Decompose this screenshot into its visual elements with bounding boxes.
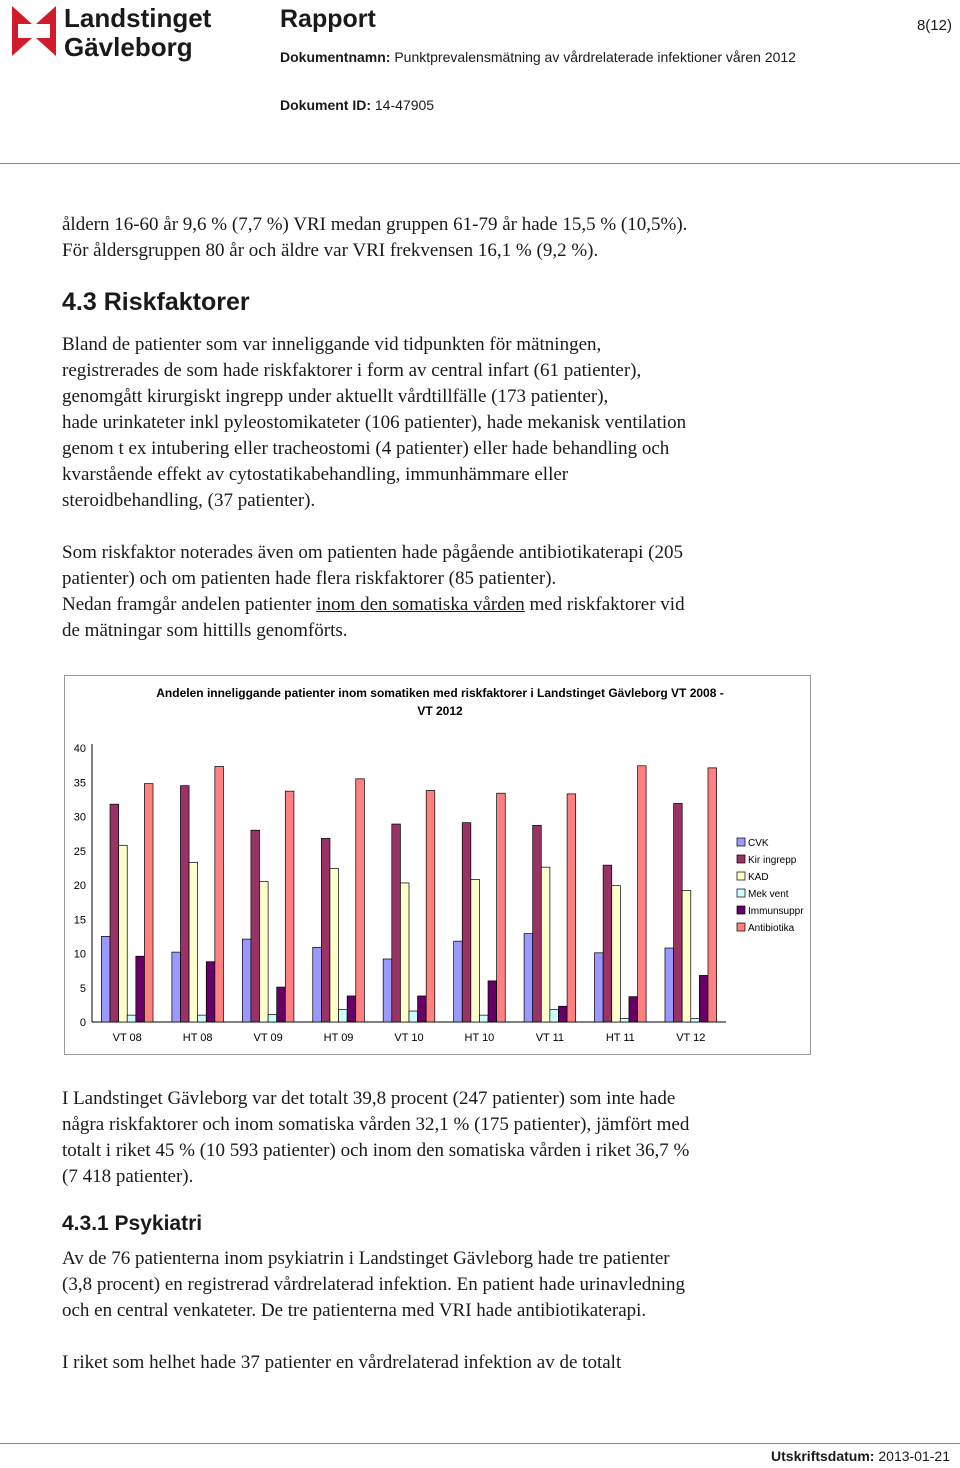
- x-tick-label: VT 11: [535, 1032, 565, 1044]
- y-tick-label: 40: [73, 743, 86, 755]
- paragraph-line: hade urinkateter inkl pyleostomikateter (106 patienter), hade mekanisk ventilation: [62, 412, 687, 433]
- chart-title: Andelen inneliggande patienter inom somatiken med riskfaktorer i Landstinget Gävleborg VT 2008 - VT 2012: [156, 686, 724, 718]
- legend-label: Immunsuppr: [748, 906, 804, 917]
- summary-paragraph: [62, 1086, 862, 1190]
- paragraph-line: Av de 76 patienterna inom psykiatrin i Landstinget Gävleborg hade tre patienter: [62, 1248, 670, 1269]
- intro-line: åldern 16-60 år 9,6 % (7,7 %) VRI medan gruppen 61-79 år hade 15,5 % (10,5%).: [62, 214, 688, 235]
- paragraph-line: genomgått kirurgiskt ingrepp under aktuellt vårdtillfälle (173 patienter),: [62, 386, 609, 407]
- paragraph-line: totalt i riket 45 % (10 593 patienter) och inom den somatiska vården i riket 36,7 %: [62, 1140, 690, 1161]
- legend-label: KAD: [748, 872, 769, 883]
- paragraph-line: kvarstående effekt av cytostatikabehandling, immunhämmare eller: [62, 464, 569, 485]
- doc-id-label: Dokument ID:: [280, 97, 371, 113]
- paragraph-line: I riket som helhet hade 37 patienter en vårdrelaterad infektion av de totalt: [62, 1352, 622, 1373]
- header-divider: [0, 163, 960, 164]
- riskfaktorer-paragraph-2: [62, 540, 862, 644]
- legend-label: CVK: [748, 838, 769, 849]
- print-date-label: Utskriftsdatum:: [771, 1448, 875, 1464]
- paragraph-line: de mätningar som hittills genomförts.: [62, 620, 348, 641]
- paragraph-line: Bland de patienter som var inneliggande vid tidpunkten för mätningen,: [62, 334, 602, 355]
- logo-line2: Gävleborg: [64, 32, 193, 62]
- x-tick-label: VT 08: [112, 1032, 142, 1044]
- doc-name-line: [280, 49, 796, 65]
- doc-name-value: Punktprevalensmätning av vårdrelaterade infektioner våren 2012: [394, 49, 796, 65]
- y-tick-label: 25: [73, 845, 86, 858]
- paragraph-line: registrerades de som hade riskfaktorer i form av central infart (61 patienter),: [62, 360, 642, 381]
- paragraph-line: Som riskfaktor noterades även om patienten hade pågående antibiotikaterapi (205: [62, 542, 683, 563]
- doc-name-label: Dokumentnamn:: [280, 49, 391, 65]
- paragraph-line: patienter) och om patienten hade flera riskfaktorer (85 patienter).: [62, 568, 557, 589]
- footer-divider: [0, 1443, 960, 1444]
- x-tick-label: VT 12: [676, 1032, 706, 1044]
- y-tick-label: 35: [73, 777, 86, 790]
- landstinget-logo: [8, 0, 228, 64]
- x-tick-label: HT 08: [182, 1032, 213, 1044]
- paragraph-line: (3,8 procent) en registrerad vårdrelaterad infektion. En patient hade urinavledning: [62, 1274, 686, 1295]
- intro-paragraph: [62, 212, 862, 264]
- paragraph-line: I Landstinget Gävleborg var det totalt 39,8 procent (247 patienter) som inte hade: [62, 1088, 676, 1109]
- y-tick-label: 20: [73, 880, 86, 892]
- y-tick-label: 10: [73, 948, 86, 961]
- paragraph-line: och en central venkateter. De tre patienterna med VRI hade antibiotikaterapi.: [62, 1300, 647, 1321]
- y-tick-label: 30: [73, 811, 86, 824]
- x-tick-label: HT 11: [605, 1032, 635, 1044]
- chart-frame: [64, 675, 811, 1055]
- intro-line: För åldersgruppen 80 år och äldre var VRI frekvensen 16,1 % (9,2 %).: [62, 240, 599, 261]
- riskfaktorer-paragraph-1: [62, 332, 862, 514]
- doc-id-value: 14-47905: [374, 97, 435, 113]
- logo-mark-icon: [8, 2, 60, 62]
- legend-label: Antibiotika: [748, 923, 795, 934]
- logo-line1: Landstinget: [64, 3, 212, 33]
- y-tick-label: 15: [73, 914, 86, 927]
- doc-id-line: [280, 97, 434, 113]
- report-title: Rapport: [280, 5, 376, 33]
- legend-label: Kir ingrepp: [748, 855, 797, 866]
- section-heading-4-3-1: 4.3.1 Psykiatri: [62, 1212, 203, 1235]
- paragraph-line: genom t ex intubering eller tracheostomi (4 patienter) eller hade behandling och: [62, 438, 670, 459]
- riket-paragraph: [62, 1350, 862, 1376]
- y-tick-label: 0: [79, 1017, 86, 1029]
- paragraph-line: steroidbehandling, (37 patienter).: [62, 490, 316, 511]
- paragraph-line: några riskfaktorer och inom somatiska vården 32,1 % (175 patienter), jämfört med: [62, 1114, 690, 1135]
- x-tick-label: VT 10: [394, 1032, 424, 1044]
- section-heading-4-3: 4.3 Riskfaktorer: [62, 288, 250, 316]
- text-run: Nedan framgår andelen patienter: [62, 594, 317, 615]
- paragraph-line: [62, 592, 862, 618]
- print-date: [771, 1448, 950, 1464]
- psykiatri-paragraph: [62, 1246, 862, 1324]
- page-number: 8(12): [916, 17, 952, 34]
- underlined-text: inom den somatiska vården: [316, 594, 525, 615]
- x-tick-label: HT 09: [323, 1032, 354, 1044]
- text-run: med riskfaktorer vid: [524, 594, 685, 615]
- paragraph-line: (7 418 patienter).: [62, 1166, 194, 1187]
- legend-label: Mek vent: [748, 889, 789, 900]
- x-tick-label: HT 10: [464, 1032, 495, 1044]
- print-date-value: 2013-01-21: [878, 1448, 950, 1464]
- y-tick-label: 5: [79, 982, 86, 995]
- x-tick-label: VT 09: [253, 1032, 283, 1044]
